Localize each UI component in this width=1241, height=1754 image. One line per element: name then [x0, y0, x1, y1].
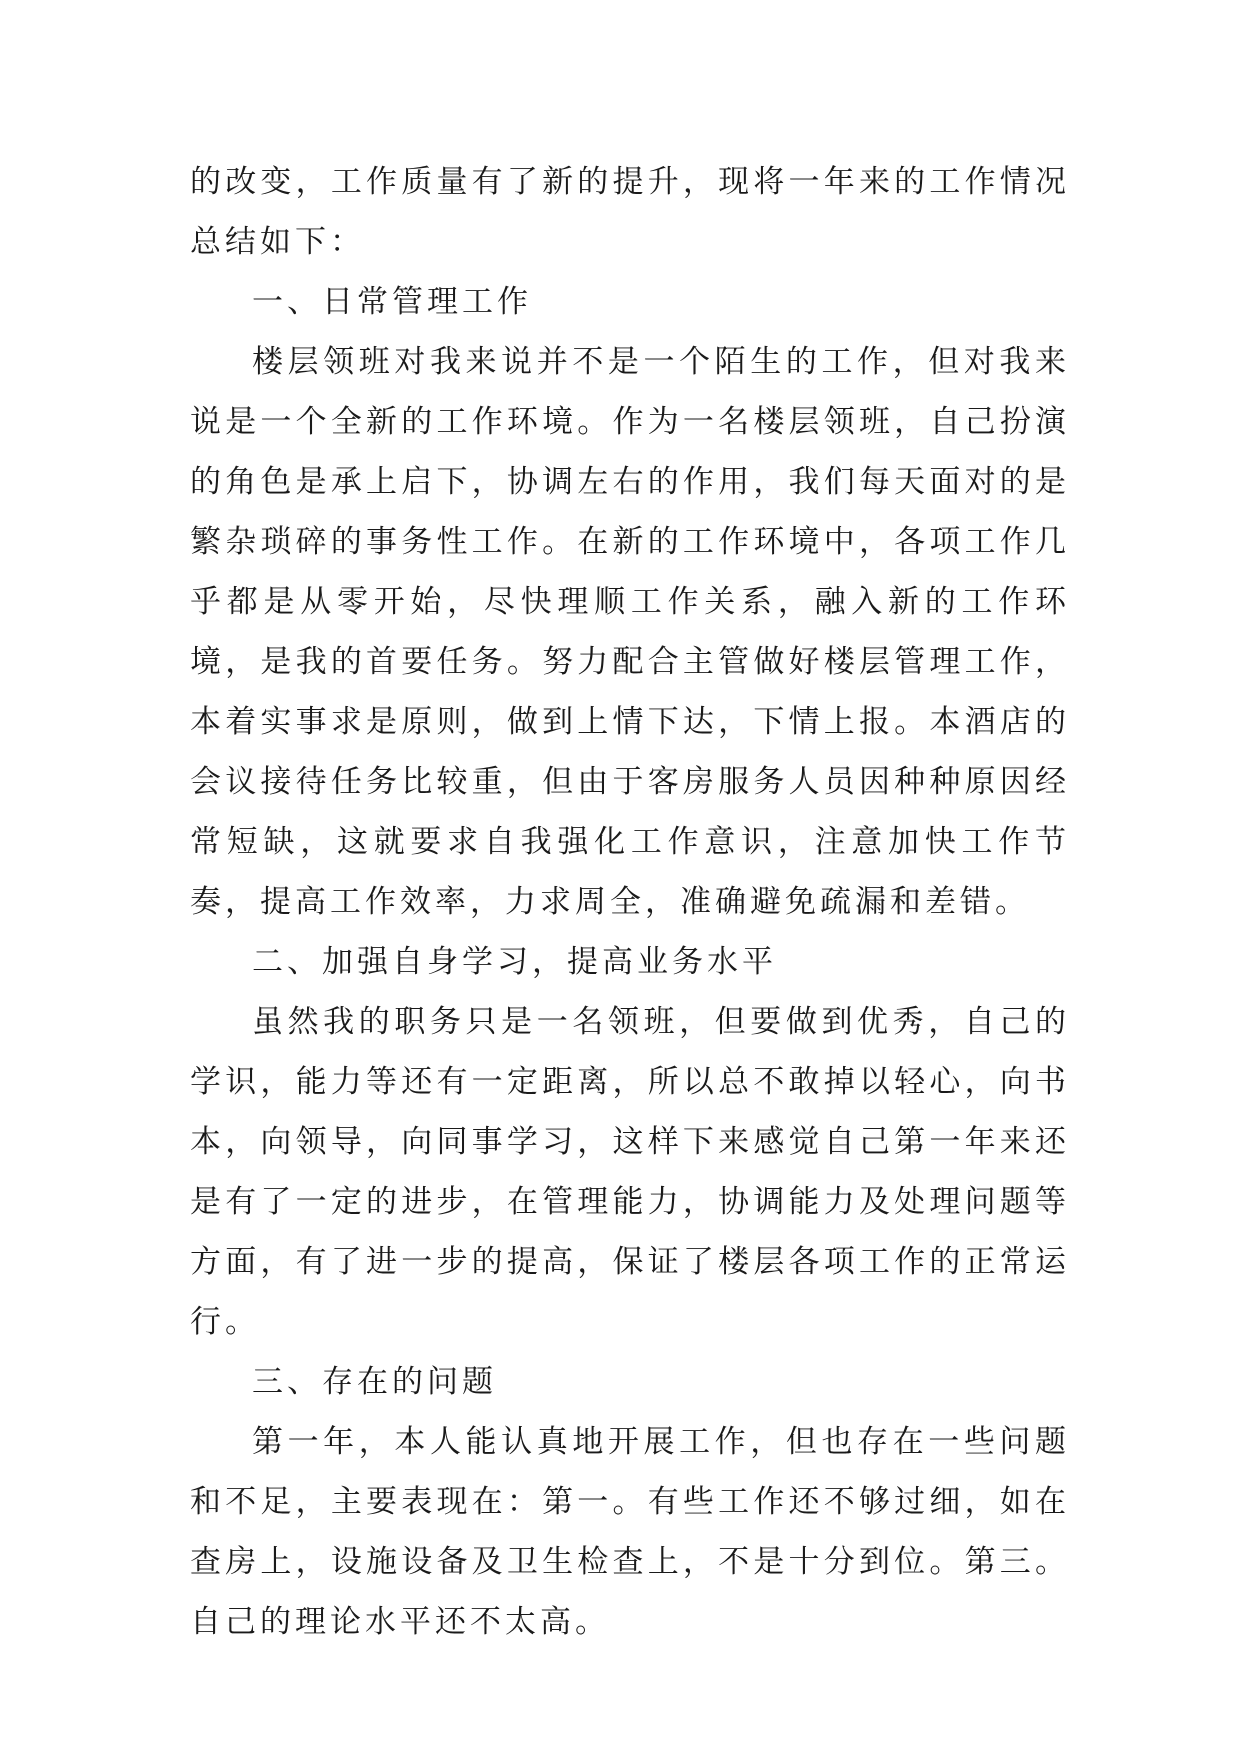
paragraph-intro-continuation: 的改变，工作质量有了新的提升，现将一年来的工作情况总结如下：: [190, 164, 1070, 260]
paragraph-daily-management: 楼层领班对我来说并不是一个陌生的工作，但对我来说是一个全新的工作环境。作为一名楼层领班，自己扮演的角色是承上启下，协调左右的作用，我们每天面对的是繁杂琐碎的事务性工作。在新的工作环境中，各项工作几乎都是从零开始，尽快理顺工作关系，融入新的工作环境，是我的首要任务。努力配合主管做好楼层管理工作，本着实事求是原则，做到上情下达，下情上报。本酒店的会议接待任务比较重，但由于客房服务人员因种种原因经常短缺，这就要求自我强化工作意识，注意加快工作节奏，提高工作效率，力求周全，准确避免疏漏和差错。: [190, 344, 1070, 920]
section-heading-daily-management: 一、日常管理工作: [252, 284, 532, 320]
paragraph-problems: 第一年，本人能认真地开展工作，但也存在一些问题和不足，主要表现在：第一。有些工作还不够过细，如在查房上，设施设备及卫生检查上，不是十分到位。第三。自己的理论水平还不太高。: [190, 1424, 1070, 1640]
section-heading-self-study: 二、加强自身学习，提高业务水平: [252, 944, 777, 980]
paragraph-self-study: 虽然我的职务只是一名领班，但要做到优秀，自己的学识，能力等还有一定距离，所以总不敢掉以轻心，向书本，向领导，向同事学习，这样下来感觉自己第一年来还是有了一定的进步，在管理能力，协调能力及处理问题等方面，有了进一步的提高，保证了楼层各项工作的正常运行。: [190, 1004, 1070, 1340]
section-heading-problems: 三、存在的问题: [252, 1364, 497, 1400]
document-body: [190, 152, 1070, 1652]
